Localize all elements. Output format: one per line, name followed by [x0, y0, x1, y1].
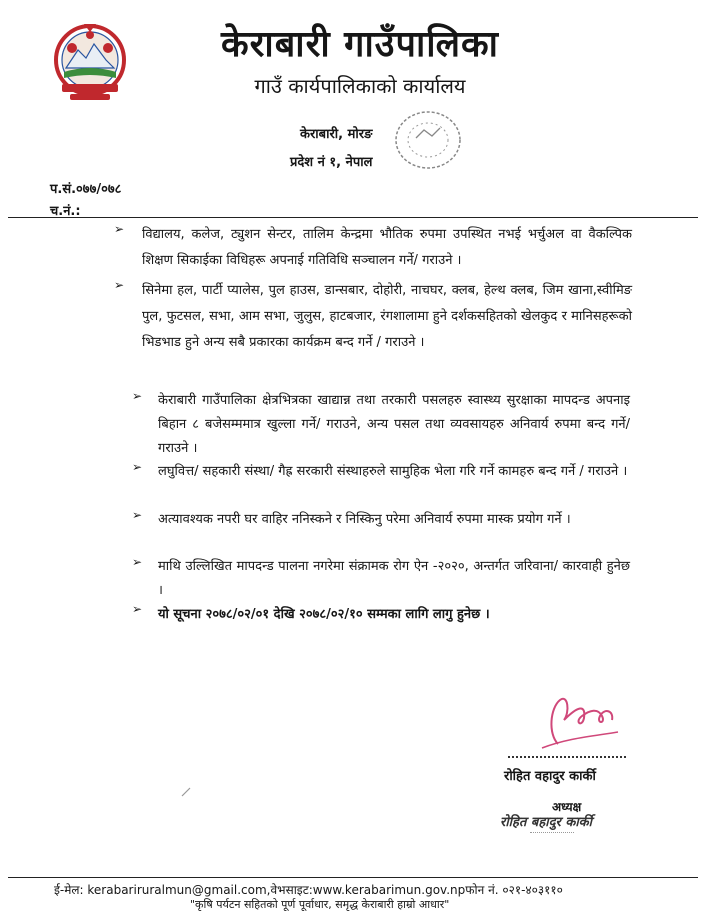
signature-icon [528, 690, 624, 754]
arrow-bullet-icon: ➢ [132, 555, 143, 569]
bullet-item [132, 602, 630, 628]
arrow-bullet-icon: ➢ [132, 389, 143, 403]
org-name: केराबारी गाउँपालिका [221, 23, 499, 65]
bullet-text: अत्यावश्यक नपरी घर वाहिर ननिस्कने र निस्किनु परेमा अनिवार्य रुपमा मास्क प्रयोग गर्ने । [158, 512, 571, 527]
signatory-title: अध्यक्ष [552, 800, 582, 814]
bullet-item [132, 460, 630, 484]
bullet-text: लघुवित्त/ सहकारी संस्था/ गैह्र सरकारी संस्थाहरुले सामुहिक भेला गरि गर्ने कामहरु बन्द गर्ने / गराउने । [158, 464, 628, 479]
footer-contact: ई-मेल: kerabariruralmun@gmail.com,वेभसाइट:www.kerabarimun.gov.npफोन नं. ०२१-४०३११० [54, 883, 563, 897]
bullet-item [114, 278, 632, 356]
signatory-seal [500, 812, 620, 833]
bullet-text: सिनेमा हल, पार्टी प्यालेस, पुल हाउस, डान्सबार, दोहोरी, नाचघर, क्लब, हेल्थ क्लब, जिम खाना,स्वीमिङ पुल, फुटसल, सभा, आम सभा, जुलुस, हाटबजार, रंगशालामा हुने दर्शकसहितको खेलकुद र मानिसहरूको भिडभाड हुने अन्य सबै प्रकारका कार्यक्रम बन्द गर्ने / गराउने । [142, 283, 632, 350]
signature-line [508, 756, 626, 758]
bullet-text: केराबारी गाउँपालिका क्षेत्रभित्रका खाद्यान्न तथा तरकारी पसलहरु स्वास्थ्य सुरक्षाका मापदन्ड अपनाइ बिहान ८ बजेसम्ममात्र खुल्ला गर्ने/ गराउने, अन्य पसल तथा व्यवसायहरु अनिवार्य रुपमा बन्द गर्ने/गराउने । [158, 393, 630, 456]
bullet-text: विद्यालय, कलेज, ट्युशन सेन्टर, तालिम केन्द्रमा भौतिक रुपमा उपस्थित नभई भर्चुअल वा वैकल्पिक शिक्षण सिकाईका विधिहरू अपनाई गतिविधि सञ्चालन गर्ने/ गराउने । [142, 227, 632, 268]
bullet-item [132, 508, 630, 532]
bullet-item [132, 555, 630, 603]
signatory-name: रोहित वहादुर कार्की [504, 769, 596, 784]
government-emblem-icon [50, 20, 130, 106]
header-divider [8, 217, 698, 218]
arrow-bullet-icon: ➢ [114, 222, 125, 236]
office-stamp-icon [392, 108, 464, 172]
bullet-text: यो सूचना २०७८/०२/०१ देखि २०७८/०२/१० सम्मका लागि लागु हुनेछ । [158, 607, 490, 622]
bullet-text: माथि उल्लिखित मापदन्ड पालना नगरेमा संक्रामक रोग ऐन -२०२०, अन्तर्गत जरिवाना/ कारवाही हुनेछ । [158, 559, 630, 598]
location-line2: प्रदेश नं १, नेपाल [290, 155, 373, 170]
pen-mark [180, 782, 200, 798]
reference-number: प.सं.०७७/०७८ [50, 182, 122, 197]
bullet-item [132, 389, 630, 461]
location-line1: केराबारी, मोरङ [300, 127, 373, 142]
bullet-item [114, 222, 632, 274]
footer-slogan: "कृषि पर्यटन सहितको पूर्ण पूर्वाधार, समृद्ध केराबारी हाम्रो आधार" [190, 898, 450, 911]
arrow-bullet-icon: ➢ [132, 508, 143, 522]
dispatch-number: च.नं.: [50, 204, 81, 219]
arrow-bullet-icon: ➢ [132, 602, 143, 616]
footer-divider [8, 877, 698, 878]
office-name: गाउँ कार्यपालिकाको कार्यालय [254, 74, 466, 98]
seal-scribble [530, 832, 574, 833]
arrow-bullet-icon: ➢ [132, 460, 143, 474]
arrow-bullet-icon: ➢ [114, 278, 125, 292]
seal-text: रोहित बहादुर कार्की [500, 815, 593, 830]
